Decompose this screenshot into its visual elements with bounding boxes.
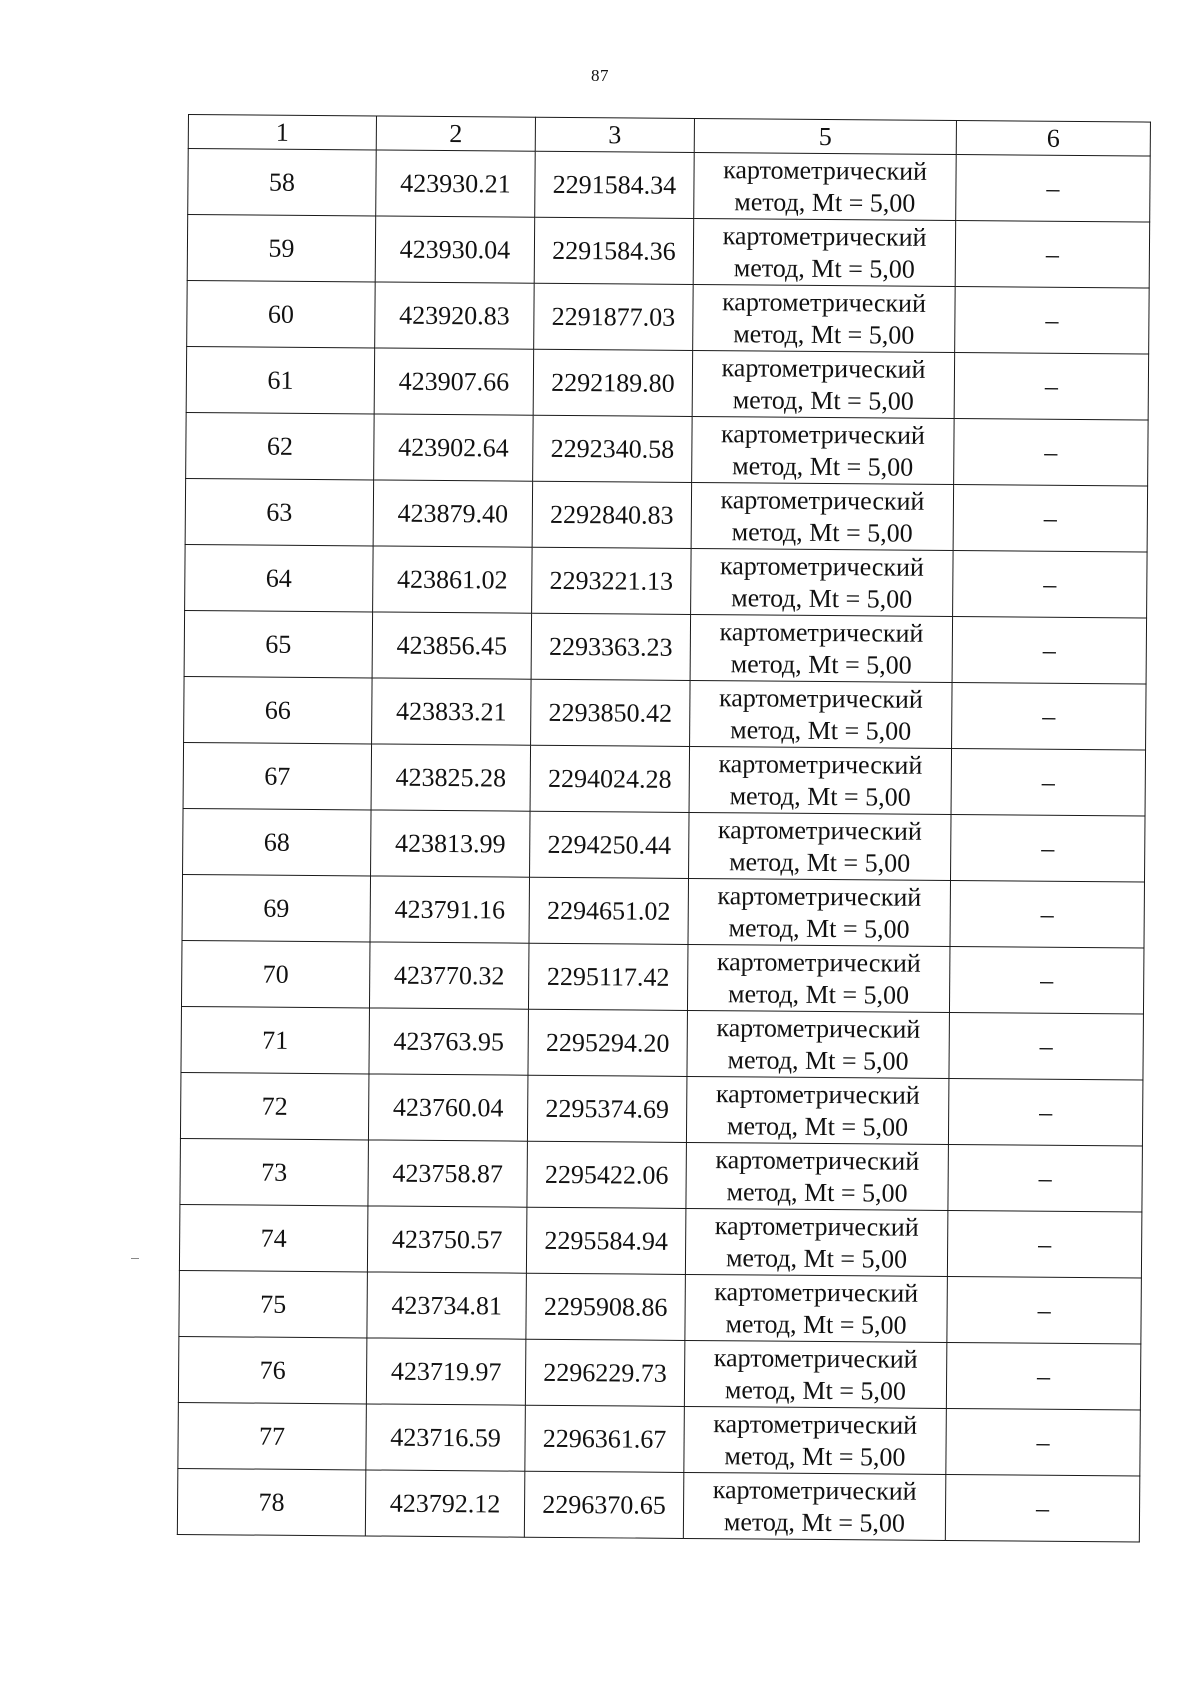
note-cell: –: [952, 617, 1147, 685]
method-cell: [688, 878, 951, 946]
method-cell: [684, 1406, 947, 1474]
method-line-1: картометрический: [720, 418, 926, 450]
method-line-2: метод, Mt = 5,00: [730, 648, 912, 680]
method-cell: [691, 548, 954, 616]
method-line-2: метод, Mt = 5,00: [724, 1440, 906, 1472]
y-coordinate-cell: 2295374.69: [527, 1075, 687, 1142]
method-line-2: метод, Mt = 5,00: [725, 1308, 907, 1340]
point-number-cell: 62: [186, 412, 375, 479]
y-coordinate-cell: 2294024.28: [530, 745, 690, 812]
point-number-cell: 70: [181, 940, 370, 1007]
note-cell: –: [947, 1211, 1142, 1279]
page-number: 87: [591, 66, 609, 85]
point-number-cell: 64: [185, 544, 374, 611]
note-cell: –: [948, 1079, 1143, 1147]
method-line-1: картометрический: [716, 1012, 921, 1044]
note-cell: –: [956, 155, 1151, 223]
method-line-1: картометрический: [719, 616, 924, 648]
method-line-1: картометрический: [714, 1276, 919, 1308]
note-cell: –: [955, 287, 1150, 355]
method-cell: [693, 218, 956, 286]
table-row: [186, 346, 1148, 420]
x-coordinate-cell: 423930.21: [376, 150, 536, 217]
method-line-2: метод, Mt = 5,00: [726, 1110, 909, 1142]
note-cell: –: [945, 1474, 1140, 1542]
method-line-1: картометрический: [717, 814, 922, 846]
point-number-cell: 71: [181, 1006, 370, 1073]
point-number-cell: 61: [186, 346, 375, 413]
note-cell: –: [954, 419, 1149, 487]
table-row: [180, 1072, 1142, 1146]
x-coordinate-cell: 423770.32: [369, 942, 529, 1009]
note-cell: –: [946, 1408, 1141, 1476]
table-row: [179, 1204, 1141, 1278]
x-coordinate-cell: 423813.99: [371, 810, 531, 877]
y-coordinate-cell: 2292340.58: [533, 415, 693, 482]
point-number-cell: 66: [184, 676, 373, 743]
x-coordinate-cell: 423879.40: [373, 480, 533, 547]
stray-mark: [131, 1258, 139, 1259]
method-line-2: метод, Mt = 5,00: [728, 912, 910, 944]
y-coordinate-cell: 2293850.42: [531, 679, 691, 746]
method-line-1: картометрический: [723, 154, 928, 186]
note-cell: –: [951, 749, 1146, 817]
table-row: [184, 676, 1146, 750]
table-row: [180, 1138, 1142, 1212]
note-cell: –: [954, 353, 1149, 421]
method-line-1: картометрический: [715, 1144, 920, 1176]
table-row: [188, 149, 1150, 223]
method-line-1: картометрический: [713, 1408, 918, 1440]
x-coordinate-cell: 423758.87: [368, 1140, 528, 1207]
table-row: [185, 544, 1147, 618]
method-cell: [685, 1274, 948, 1342]
point-number-cell: 72: [180, 1072, 369, 1139]
method-line-2: метод, Mt = 5,00: [730, 714, 912, 746]
method-line-1: картометрический: [715, 1078, 920, 1110]
note-cell: –: [951, 815, 1146, 883]
y-coordinate-cell: 2295908.86: [526, 1273, 686, 1340]
method-cell: [689, 746, 952, 814]
x-coordinate-cell: 423902.64: [374, 414, 534, 481]
y-coordinate-cell: 2292840.83: [532, 481, 692, 548]
header-cell-col6: 6: [956, 121, 1150, 157]
note-cell: –: [953, 551, 1148, 619]
method-line-1: картометрический: [720, 484, 925, 516]
note-cell: –: [947, 1277, 1142, 1345]
x-coordinate-cell: 423861.02: [373, 546, 533, 613]
x-coordinate-cell: 423856.45: [372, 612, 532, 679]
point-number-cell: 75: [179, 1270, 368, 1337]
method-line-2: метод, Mt = 5,00: [734, 186, 916, 218]
x-coordinate-cell: 423833.21: [372, 678, 532, 745]
method-line-2: метод, Mt = 5,00: [729, 846, 911, 878]
method-line-1: картометрический: [717, 880, 922, 912]
method-line-1: картометрический: [719, 550, 924, 582]
method-line-1: картометрический: [722, 286, 927, 318]
header-cell-col5: 5: [694, 118, 956, 154]
point-number-cell: 65: [184, 610, 373, 677]
y-coordinate-cell: 2295584.94: [526, 1207, 686, 1274]
table-row: [187, 215, 1149, 289]
point-number-cell: 76: [178, 1336, 367, 1403]
y-coordinate-cell: 2295117.42: [528, 943, 688, 1010]
x-coordinate-cell: 423734.81: [367, 1272, 527, 1339]
method-line-2: метод, Mt = 5,00: [726, 1176, 908, 1208]
method-cell: [687, 1010, 950, 1078]
table-row: [181, 1006, 1143, 1080]
x-coordinate-cell: 423750.57: [367, 1206, 527, 1273]
method-cell: [683, 1472, 946, 1540]
method-cell: [693, 284, 956, 352]
x-coordinate-cell: 423930.04: [375, 216, 535, 283]
table-row: [179, 1270, 1141, 1344]
note-cell: –: [948, 1145, 1143, 1213]
method-line-2: метод, Mt = 5,00: [723, 1506, 906, 1538]
table-row: [181, 940, 1143, 1014]
header-cell-col2: 2: [376, 116, 535, 151]
method-cell: [691, 482, 954, 550]
point-number-cell: 78: [177, 1468, 366, 1535]
note-cell: –: [955, 221, 1150, 289]
note-cell: –: [950, 881, 1145, 949]
point-number-cell: 63: [185, 478, 374, 545]
method-cell: [687, 944, 950, 1012]
x-coordinate-cell: 423907.66: [374, 348, 534, 415]
method-line-2: метод, Mt = 5,00: [732, 450, 914, 482]
table-row: [183, 808, 1145, 882]
note-cell: –: [949, 947, 1144, 1015]
note-cell: –: [946, 1342, 1141, 1410]
point-number-cell: 73: [180, 1138, 369, 1205]
method-line-1: картометрический: [716, 946, 921, 978]
table-row: [182, 874, 1144, 948]
table-row: [178, 1402, 1140, 1476]
method-cell: [685, 1208, 948, 1276]
y-coordinate-cell: 2293363.23: [531, 613, 691, 680]
method-line-2: метод, Mt = 5,00: [725, 1242, 908, 1274]
method-line-2: метод, Mt = 5,00: [724, 1374, 907, 1406]
method-cell: [686, 1142, 949, 1210]
y-coordinate-cell: 2296370.65: [524, 1471, 684, 1538]
y-coordinate-cell: 2291877.03: [534, 283, 694, 350]
method-line-1: картометрический: [714, 1210, 919, 1242]
table-row: [184, 610, 1146, 684]
coordinates-table: [177, 114, 1151, 1543]
note-cell: –: [953, 485, 1148, 553]
method-line-2: метод, Mt = 5,00: [733, 252, 915, 284]
y-coordinate-cell: 2294651.02: [529, 877, 689, 944]
point-number-cell: 59: [187, 215, 376, 282]
method-cell: [689, 812, 952, 880]
method-line-2: метод, Mt = 5,00: [733, 318, 915, 350]
table-row: [185, 478, 1147, 552]
method-line-2: метод, Mt = 5,00: [727, 1044, 909, 1076]
table-body: [177, 115, 1150, 1543]
y-coordinate-cell: 2291584.36: [534, 217, 694, 284]
y-coordinate-cell: 2292189.80: [533, 349, 693, 416]
point-number-cell: 74: [179, 1204, 368, 1271]
note-cell: –: [952, 683, 1147, 751]
x-coordinate-cell: 423763.95: [369, 1008, 529, 1075]
method-cell: [690, 614, 953, 682]
point-number-cell: 68: [183, 808, 372, 875]
x-coordinate-cell: 423920.83: [375, 282, 535, 349]
method-line-1: картометрический: [722, 220, 927, 252]
y-coordinate-cell: 2296229.73: [525, 1339, 685, 1406]
method-line-1: картометрический: [721, 352, 926, 384]
method-cell: [690, 680, 953, 748]
method-line-1: картометрический: [712, 1474, 917, 1506]
y-coordinate-cell: 2296361.67: [525, 1405, 685, 1472]
point-number-cell: 77: [178, 1402, 367, 1469]
y-coordinate-cell: 2291584.34: [535, 151, 695, 218]
header-cell-col1: 1: [188, 115, 376, 150]
method-line-1: картометрический: [713, 1342, 918, 1374]
method-cell: [692, 416, 955, 484]
method-cell: [694, 152, 957, 220]
x-coordinate-cell: 423716.59: [366, 1404, 526, 1471]
x-coordinate-cell: 423719.97: [366, 1338, 526, 1405]
method-line-2: метод, Mt = 5,00: [729, 780, 911, 812]
method-line-1: картометрический: [718, 682, 923, 714]
table-row: [186, 412, 1148, 486]
y-coordinate-cell: 2295294.20: [528, 1009, 688, 1076]
table-row: [178, 1336, 1140, 1410]
method-line-1: картометрический: [718, 748, 923, 780]
table-row: [187, 280, 1149, 354]
x-coordinate-cell: 423792.12: [365, 1470, 525, 1537]
method-cell: [686, 1076, 949, 1144]
x-coordinate-cell: 423825.28: [371, 744, 531, 811]
point-number-cell: 60: [187, 280, 376, 347]
y-coordinate-cell: 2294250.44: [530, 811, 690, 878]
method-line-2: метод, Mt = 5,00: [731, 516, 913, 548]
method-line-2: метод, Mt = 5,00: [731, 582, 913, 614]
y-coordinate-cell: 2293221.13: [532, 547, 692, 614]
method-cell: [684, 1340, 947, 1408]
point-number-cell: 67: [183, 742, 372, 809]
point-number-cell: 58: [188, 149, 377, 216]
x-coordinate-cell: 423791.16: [370, 876, 530, 943]
method-line-2: метод, Mt = 5,00: [732, 384, 914, 416]
x-coordinate-cell: 423760.04: [368, 1074, 528, 1141]
note-cell: –: [949, 1013, 1144, 1081]
table-row: [183, 742, 1145, 816]
point-number-cell: 69: [182, 874, 371, 941]
table-row: [177, 1468, 1139, 1542]
y-coordinate-cell: 2295422.06: [527, 1141, 687, 1208]
method-cell: [692, 350, 955, 418]
header-cell-col3: 3: [535, 117, 694, 152]
method-line-2: метод, Mt = 5,00: [727, 978, 910, 1010]
